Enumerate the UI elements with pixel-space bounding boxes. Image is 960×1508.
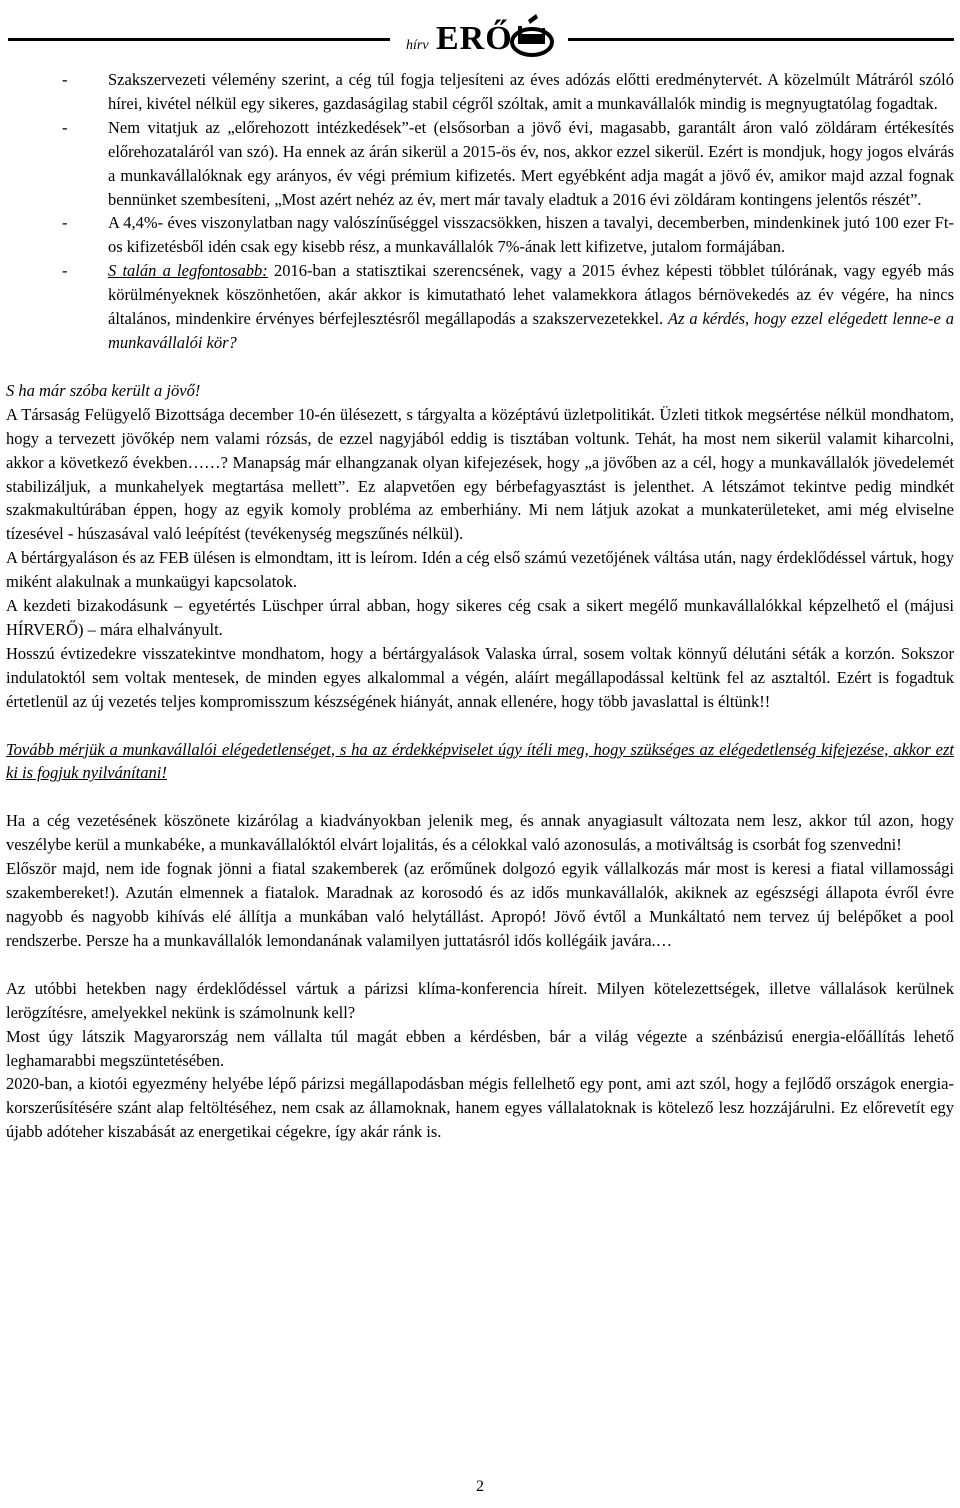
bullet-text: A 4,4%- éves viszonylatban nagy valószínűséggel visszacsökken, hiszen a tavalyi, decemberben, mindenkinek jutó 100 ezer Ft-os kifizetésből idén csak egy kisebb rész, a munkavállalók 7%-ának lett kifizetve, jutalom formájában. (108, 213, 954, 257)
section-heading: S ha már szóba került a jövő! (6, 380, 201, 400)
paragraph: Most úgy látszik Magyarország nem vállalta túl magát ebben a kérdésben, bár a világ végezte a szénbázisú energia-előállítás lehető leghamarabbi megszüntetésében. (6, 1026, 954, 1070)
bullet-dash: - (62, 213, 68, 233)
bullet-item (6, 116, 954, 212)
bullet-question: Az a kérdés, hogy ezzel elégedett lenne-e a munkavállalói kör? (108, 309, 954, 352)
newsletter-logo (404, 14, 558, 58)
bullet-item (6, 68, 954, 116)
paragraph: Az utóbbi hetekben nagy érdeklődéssel vártuk a párizsi klíma-konferencia híreit. Milyen kötelezettségek, illetve vállalások kerülnek lerögzítésre, amelyekkel nekünk is számolnunk kell? (6, 978, 954, 1022)
spacer (6, 785, 954, 809)
paragraph: Hosszú évtizedekre visszatekintve mondhatom, hogy a bértárgyalások Valaska úrral, sosem voltak könnyű délutáni séták a korzón. Sokszor indulatoktól sem voltak mentesek, de minden egyes alkalommal a végén, aláírt megállapodással keltünk fel az asztaltól. Ezért is fogadtuk értetlenül az új vezetés teljes kompromisszum készségének hiányát, annak ellenére, hogy több javaslattal is éltünk!! (6, 643, 954, 711)
spacer (6, 953, 954, 977)
logo-small-text: hírv (406, 38, 429, 53)
spacer (6, 714, 954, 738)
bullet-dash: - (62, 70, 68, 89)
bullet-item (6, 259, 954, 355)
bullet-text: Szakszervezeti vélemény szerint, a cég túl fogja teljesíteni az éves adózás előtti eredménytervét. A közelmúlt Mátráról szóló hírei, kivétel nélkül egy sikeres, gazdaságilag stabil cégről szóltak, amit a munkavállalók mindig is megnyugtatólag fogadtak. (108, 70, 954, 113)
bullet-list (6, 68, 954, 355)
paragraph: A Társaság Felügyelő Bizottsága december 10-én ülésezett, s tárgyalta a középtávú üzletpolitikát. Üzleti titkok megsértése nélkül mondhatom, hogy a tervezett jövőkép nem valami rózsás, de ezzel nagyjából eddig is tisztában voltunk. Tehát, ha most nem sikerül valamit kiharcolni, akkor a következő években……? Manapság már elhangzanak olyan kifejezések, hogy „a jövőben az a cél, hogy a munkavállalók jövedelemét stabilizáljuk, a munkahelyek megtartása mellett”. Ez alapvetően egy bérbefagyasztást is jelenthet. A létszámot tekintve pedig mindkét szakmakultúrában éppen, hogy az egyik komoly probléma az emberhiány. Mi nem látjuk azokat a munkaterületeket, ami még elviselne tízesével - húszasával való leépítést (tevékenység megszűnés nélkül). (6, 404, 954, 544)
logo-big-text: ERŐ (436, 20, 513, 57)
bullet-text: Nem vitatjuk az „előrehozott intézkedések”-et (elsősorban a jövő évi, magasabb, garantált áron való zöldáram értékesítés előrehozataláról van szó). Ha ennek az árán sikerül a 2015-ös év, nos, akkor ezzel sikerül. Ezért is mondjuk, hogy jogos elvárás a munkavállalóknak egy arányos, év végi prémium kifizetés. Mert egyébként adja magát a jövő év, amikor majd azzal fognak bennünket szembesíteni, „Most azért nehéz az év, mert már tavaly eladtuk a 2016 évi zöldáram kontingens jelentős részét”. (108, 117, 954, 209)
bullet-item (6, 211, 954, 259)
header-rule-right (568, 38, 954, 41)
building-logo-icon (508, 14, 558, 58)
header-rule-left (8, 38, 390, 41)
bullet-lead: S talán a legfontosabb: (108, 261, 268, 281)
spacer (6, 355, 954, 379)
paragraph: A bértárgyaláson és az FEB ülésen is elmondtam, itt is leírom. Idén a cég első számú vezetőjének váltása után, nagy érdeklődéssel vártuk, hogy miként alakulnak a munkaügyi kapcsolatok. (6, 548, 954, 592)
page-number: 2 (476, 1478, 484, 1495)
emphasis-paragraph: Tovább mérjük a munkavállalói elégedetlenséget, s ha az érdekképviselet úgy ítéli meg, hogy szükséges az elégedetlenség kifejezése, akkor ezt ki is fogjuk nyilvánítani! (6, 739, 954, 783)
paragraph: Ha a cég vezetésének köszönete kizárólag a kiadványokban jelenik meg, és annak anyagiasult változata nem lesz, akkor túl azon, hogy veszélybe kerül a munkabéke, a munkavállalóktól elvárt lojalitás, és a célokkal való azonosulás, a motiváltság is csorbát fog szenvedni! (6, 811, 954, 855)
bullet-text: 2016-ban a statisztikai szerencsének, vagy a 2015 évhez képesti többlet túlórának, vagy egyéb más körülményeknek köszönhetően, akár akkor is kimutatható lehet valamekkora átlagos bérnövekedés az év végére, ha nincs általános, mindenkire érvényes bérfejlesztésről megállapodás a szakszervezetekkel. (108, 261, 954, 329)
bullet-dash: - (62, 261, 68, 281)
paragraph: Először majd, nem ide fognak jönni a fiatal szakemberek (az erőműnek dolgozó egyik vállalkozás már most is keresi a fiatal villamossági szakembereket!). Azután elmennek a fiatalok. Maradnak az korosodó és az idős munkavállalók, akiknek az egészségi állapota évről évre nagyobb és nagyobb kihívás elé állítja a munkában való helytállást. Apropó! Jövő évtől a Munkáltató nem tervez új belépőket a pool rendszerbe. Persze ha a munkavállalók lemondanának valamilyen juttatásról idős kollégáik javára.… (6, 859, 954, 950)
paragraph: 2020-ban, a kiotói egyezmény helyébe lépő párizsi megállapodásban mégis fellelhető egy pont, ami azt szól, hogy a fejlődő országok energia-korszerűsítésére szánt alap feltöltéséhez, nem csak az államoknak, hanem egyes vállalatoknak is kötelező lesz hozzájárulni. Ez előrevetít egy újabb adóteher kiszabását az energetikai cégekre, így akár ránk is. (6, 1074, 954, 1142)
page-content (6, 68, 954, 1144)
paragraph: A kezdeti bizakodásunk – egyetértés Lüschper úrral abban, hogy sikeres cég csak a sikert megélő munkavállalókkal képzelhető el (májusi HÍRVERŐ) – mára elhalványult. (6, 596, 954, 639)
bullet-dash: - (62, 117, 68, 137)
